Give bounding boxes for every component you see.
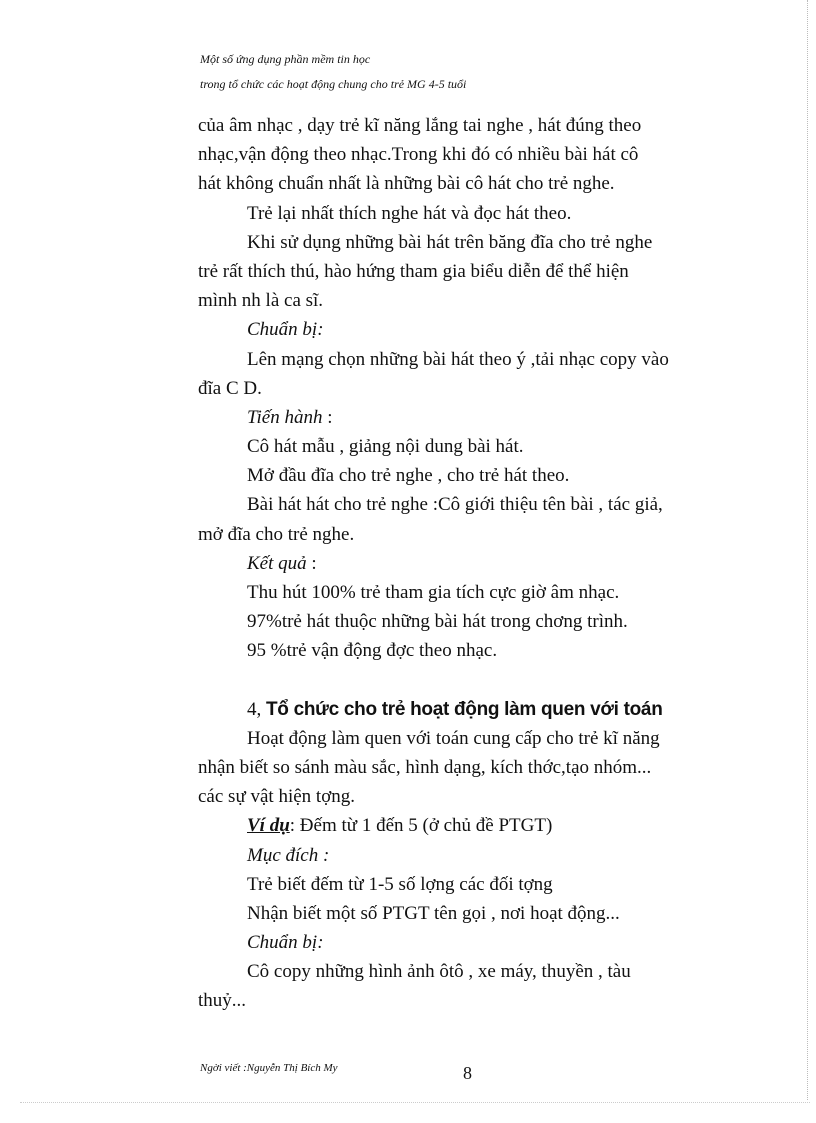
section-label-preparation: Chuẩn bị: [247,932,324,954]
footer-author: Ngời viết :Nguyễn Thị Bích My [200,1062,338,1074]
paragraph-line: đĩa C D. [198,377,262,399]
heading-number: 4, [247,698,262,720]
example-line [198,811,758,840]
example-text: : Đếm từ 1 đến 5 (ở chủ đề PTGT) [289,815,553,837]
page-footer [200,1062,760,1074]
header-line-1: Một số ứng dụng phần mềm tin học [200,52,371,66]
paragraph-line: nhận biết so sánh màu sắc, hình dạng, kích thớc,tạo nhóm... [198,756,652,778]
paragraph-line: 95 %trẻ vận động đợc theo nhạc. [247,640,498,662]
section-heading [198,695,758,724]
paragraph-line: Hoạt động làm quen với toán cung cấp cho trẻ kĩ năng [247,727,660,749]
example-label: Ví dụ [247,815,290,837]
paragraph-line: Trẻ lại nhất thích nghe hát và đọc hát theo. [247,202,572,224]
paragraph-line: các sự vật hiện tợng. [198,786,355,808]
paragraph-line: Lên mạng chọn những bài hát theo ý ,tải nhạc copy vào [247,348,669,370]
paragraph-line: Trẻ biết đếm từ 1-5 số lợng các đối tợng [247,873,553,895]
paragraph-line: Khi sử dụng những bài hát trên băng đĩa cho trẻ nghe [247,231,653,253]
procedure-label: Tiến hành [247,406,323,428]
paragraph-line: mở đĩa cho trẻ nghe. [198,523,355,545]
paragraph-line: Bài hát hát cho trẻ nghe :Cô giới thiệu tên bài , tác giả, [247,494,663,516]
section-label-procedure [198,403,758,432]
result-colon: : [306,552,317,574]
paragraph-line: hát không chuẩn nhất là những bài cô hát cho trẻ nghe. [198,173,615,195]
section-label-result [198,549,758,578]
page-number: 8 [463,1063,472,1083]
paragraph-line: thuỷ... [198,990,247,1012]
header-line-2: trong tổ chức các hoạt động chung cho trẻ MG 4-5 tuổi [200,77,467,91]
paragraph-line: mình nh là ca sĩ. [198,290,324,312]
paragraph-line: Mở đầu đĩa cho trẻ nghe , cho trẻ hát theo. [247,465,570,487]
page-header [200,47,760,97]
paragraph-line: của âm nhạc , dạy trẻ kĩ năng lắng tai nghe , hát đúng theo [198,115,642,136]
paragraph-line: 97%trẻ hát thuộc những bài hát trong chơng trình. [247,611,628,633]
paragraph-line: Nhận biết một số PTGT tên gọi , nơi hoạt động... [247,902,620,924]
section-label-preparation: Chuẩn bị: [247,319,324,341]
procedure-colon: : [322,406,333,428]
page-border-bottom [20,1102,810,1103]
blank-line [198,666,758,695]
paragraph-line: trẻ rất thích thú, hào hứng tham gia biểu diễn để thể hiện [198,260,629,282]
page-border-right [807,0,808,1100]
paragraph-line: Cô hát mẫu , giảng nội dung bài hát. [247,436,524,458]
result-label: Kết quả [247,552,307,574]
section-label-purpose: Mục đích : [247,844,330,866]
paragraph-line: Thu hút 100% trẻ tham gia tích cực giờ âm nhạc. [247,582,620,603]
paragraph-line: Cô copy những hình ảnh ôtô , xe máy, thuyền , tàu [247,961,631,983]
paragraph-line: nhạc,vận động theo nhạc.Trong khi đó có nhiều bài hát cô [198,144,639,166]
heading-title: Tổ chức cho trẻ hoạt động làm quen với toán [266,698,663,720]
body-text [198,111,758,1016]
